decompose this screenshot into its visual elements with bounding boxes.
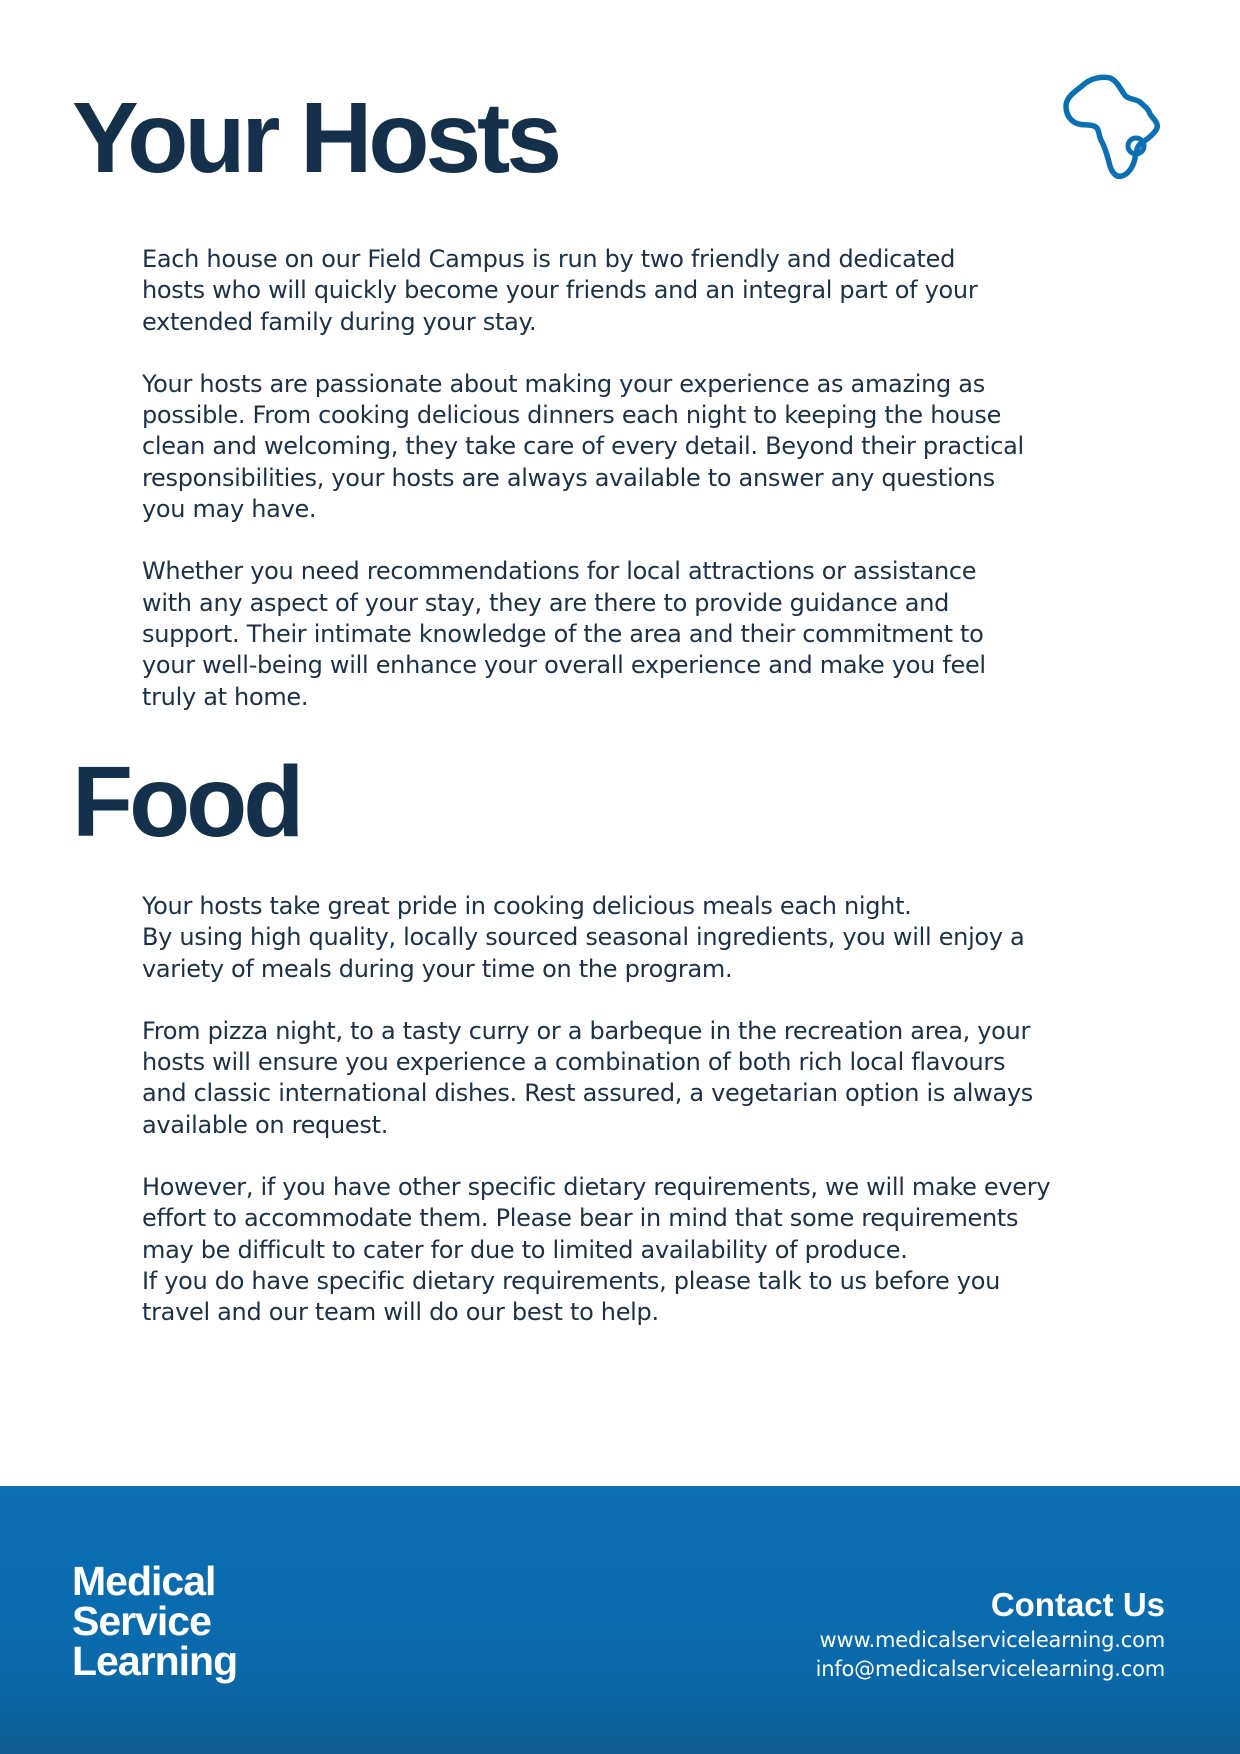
contact-title: Contact Us [990,1586,1165,1623]
brand-line: Service [72,1598,211,1644]
hosts-paragraph: Your hosts are passionate about making your experience as amazing as possible. From cooking delicious dinners each night to keeping the house clean and welcoming, they take care of every detail. Beyond their practical responsibilities, your hosts are always available to answer any questions you may have. [142,369,1024,524]
food-paragraph: From pizza night, to a tasty curry or a barbeque in the recreation area, your hosts will ensure you experience a combination of both rich local flavours and classic international dishes. Rest assured, a vegetarian option is always available on request. [142,1016,1033,1139]
food-paragraph: However, if you have other specific dietary requirements, we will make every effort to accommodate them. Please bear in mind that some requirements may be difficult to cater for due to limited availability of produce. If you do have specific dietary requirements, please talk to us before you travel and our team will do our best to help. [142,1173,1051,1327]
contact-email-link[interactable]: info@medicalservicelearning.com [815,1657,1165,1681]
hosts-paragraph: Whether you need recommendations for local attractions or assistance with any aspect of your stay, they are there to provide guidance and support. Their intimate knowledge of the area and their commitment to your well-being will enhance your overall experience and make you feel truly at home. [142,557,986,711]
contact-website-link[interactable]: www.medicalservicelearning.com [819,1628,1165,1652]
hosts-body [142,244,1102,744]
contact-block [816,1586,1165,1684]
hosts-paragraph: Each house on our Field Campus is run by two friendly and dedicated hosts who will quickly become your friends and an integral part of your extended family during your stay. [142,245,978,336]
brand-line: Medical [72,1558,216,1604]
brand-logo [72,1558,238,1684]
food-body [142,891,1102,1360]
food-heading: Food [72,746,301,858]
food-paragraph: Your hosts take great pride in cooking delicious meals each night. By using high quality, locally sourced seasonal ingredients, you will enjoy a variety of meals during your time on the program. [142,892,1025,983]
africa-map-icon [1060,72,1166,182]
brand-line: Learning [72,1638,238,1684]
hosts-heading: Your Hosts [72,82,558,194]
footer [0,1486,1240,1754]
